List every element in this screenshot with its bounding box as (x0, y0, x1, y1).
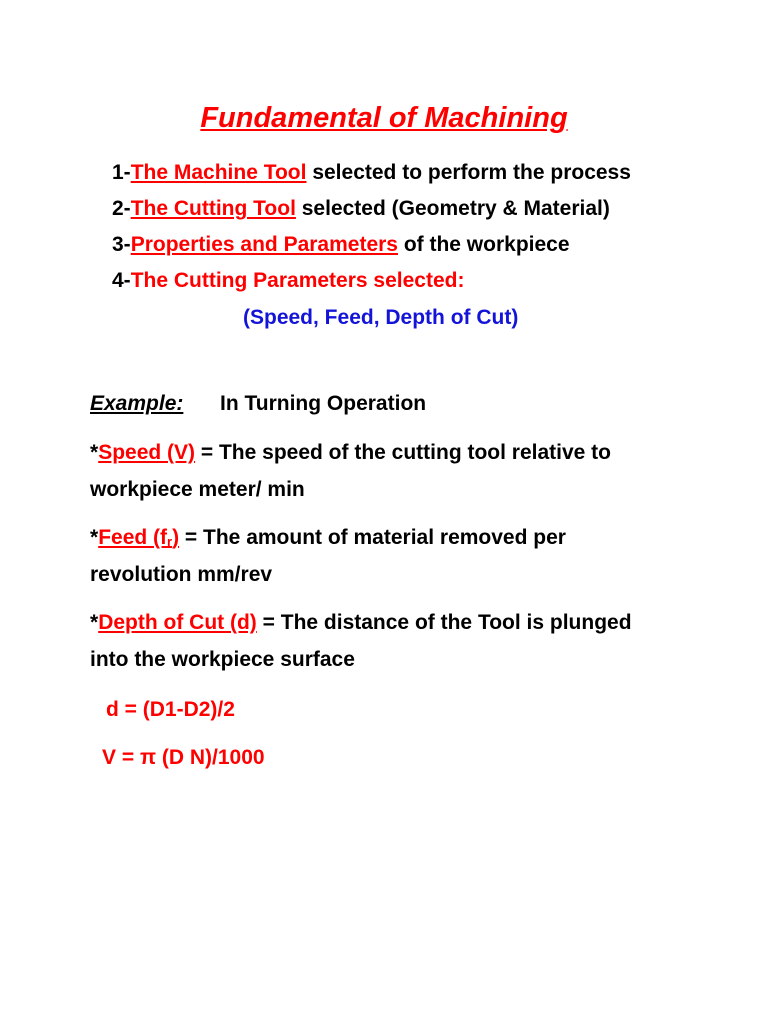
list-term: The Machine Tool (130, 161, 307, 184)
formula-depth: d = (D1-D2)/2 (106, 698, 235, 721)
params-line: (Speed, Feed, Depth of Cut) (243, 306, 519, 329)
list-number: 4- (112, 269, 131, 292)
page-title: Fundamental of Machining (200, 102, 568, 134)
list-term: The Cutting Parameters selected: (130, 269, 465, 292)
bullet-star: * (90, 526, 99, 549)
example-text: In Turning Operation (220, 392, 427, 415)
definition-feed-cont: revolution mm/rev (90, 563, 273, 586)
example-row (90, 391, 183, 417)
definition-term: Speed (V) (98, 441, 196, 464)
list-text: selected to perform the process (306, 161, 631, 184)
list-item-3 (112, 232, 570, 258)
definition-term: Feed $(f_r)$ (98, 526, 180, 549)
list-number: 3- (112, 233, 131, 256)
definition-depth (90, 610, 632, 636)
definition-term: Depth of Cut (d) (98, 611, 257, 634)
list-item-1 (112, 160, 631, 186)
example-label: Example: (90, 392, 184, 415)
list-number: 1- (112, 161, 131, 184)
list-text: of the workpiece (397, 233, 570, 256)
list-item-2 (112, 196, 610, 222)
list-number: 2- (112, 197, 131, 220)
definition-feed (90, 525, 566, 555)
formula-speed: V = π (D N)/1000 (102, 746, 265, 769)
bullet-star: * (90, 611, 99, 634)
definition-speed (90, 440, 611, 466)
bullet-star: * (90, 441, 99, 464)
definition-text: = The amount of material removed per (179, 526, 566, 549)
list-item-4 (112, 268, 464, 294)
list-term: Properties and Parameters (130, 233, 398, 256)
definition-depth-cont: into the workpiece surface (90, 648, 355, 671)
list-term: The Cutting Tool (130, 197, 296, 220)
definition-text: = The speed of the cutting tool relative to (195, 441, 612, 464)
list-text: selected (Geometry & Material) (295, 197, 610, 220)
definition-speed-cont: workpiece meter/ min (90, 478, 305, 501)
definition-text: = The distance of the Tool is plunged (256, 611, 632, 634)
